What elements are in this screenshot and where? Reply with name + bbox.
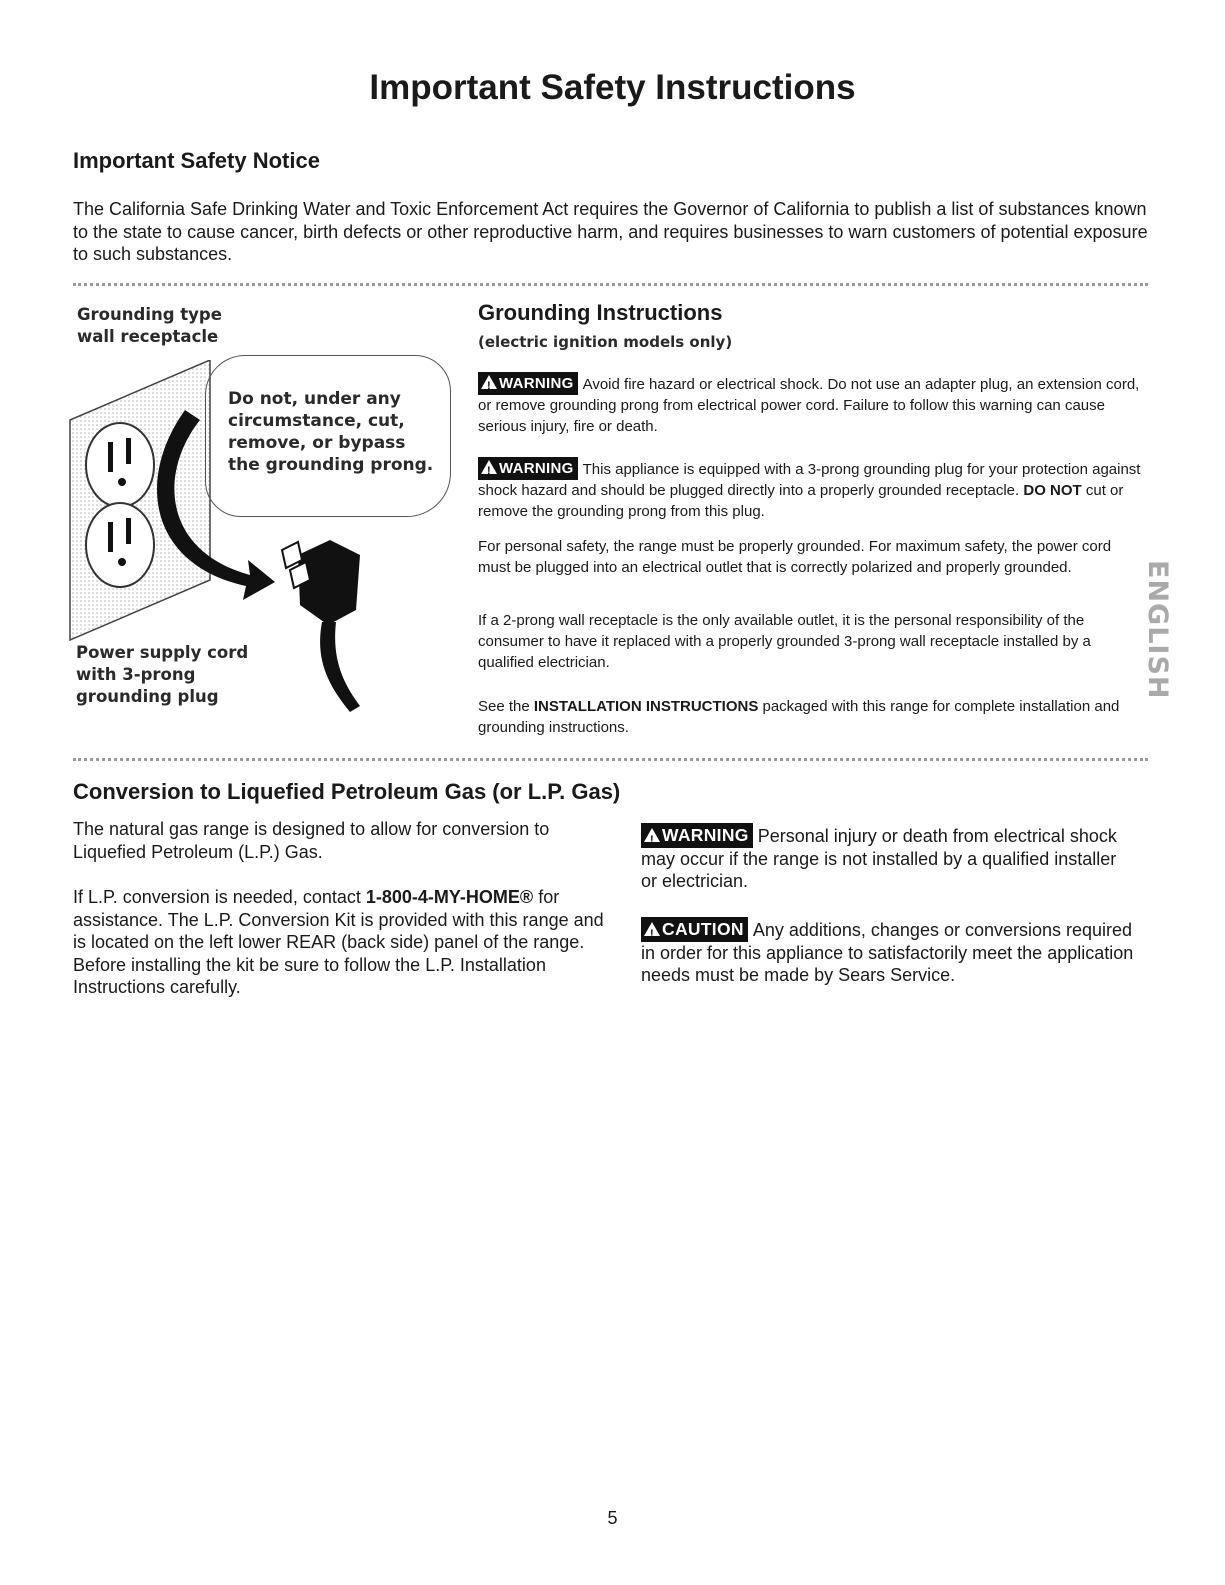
grounding-warning-1 [478,372,1143,437]
callout-line3: remove, or bypass [228,433,406,453]
warning-badge-label: WARNING [499,375,574,392]
conversion-caution [641,917,1136,987]
language-tab-label: ENGLISH [1142,560,1173,700]
conversion-para-1: The natural gas range is designed to allow for conversion to Liquefied Petroleum (L.P.) Gas. [73,819,550,862]
notice-heading: Important Safety Notice [73,148,320,173]
notice-body: The California Safe Drinking Water and Toxic Enforcement Act requires the Governor of California to publish a list of substances known to the state to cause cancer, birth defects or other reproductive harm, and requires businesses to warn customers of potential exposure to such substances. [73,199,1148,264]
warning-badge [478,457,578,480]
conversion-warning [641,823,1136,893]
language-tab [1142,560,1177,710]
figure-label-receptacle [77,304,222,348]
warning-badge [478,372,578,395]
grounding-para-3-lead: See the [478,698,530,715]
warning-triangle-icon [644,828,660,842]
grounding-warning-2-text: This appliance is equipped with a 3-prong grounding plug for your protection against shock hazard and should be plugged directly into a properly grounded receptacle. [478,461,1141,499]
callout-line1: Do not, under any [228,389,401,409]
figure-label-receptacle-line2: wall receptacle [77,327,219,346]
conversion-caution-text: Any additions, changes or conversions required in order for this appliance to satisfactorily meet the application needs must be made by Sears Service. [641,920,1134,985]
conversion-warning-text: Personal injury or death from electrical shock may occur if the range is not installed by a qualified installer or electrician. [641,826,1117,891]
divider-top [73,283,1148,286]
grounding-para-1: For personal safety, the range must be properly grounded. For maximum safety, the power cord must be plugged into an electrical outlet that is correctly polarized and properly grounded. [478,538,1112,576]
grounding-warning-2-tail: cut or remove the grounding prong from this plug. [478,482,1124,520]
warning-badge [641,823,753,848]
conversion-para-2 [73,886,618,999]
page-title: Important Safety Instructions [369,68,856,107]
conversion-para-2-lead: If L.P. conversion is needed, contact [73,887,361,907]
warning-triangle-icon [481,375,497,389]
grounding-warning-2 [478,457,1143,522]
installation-instructions-emphasis: INSTALLATION INSTRUCTIONS [533,698,759,715]
figure-label-receptacle-line1: Grounding type [77,305,222,324]
figure-label-cord-line2: with 3-prong [76,665,196,684]
caution-badge-label: CAUTION [662,919,744,939]
warning-badge-label: WARNING [499,460,574,477]
warning-badge-label: WARNING [662,825,749,845]
figure-label-cord-line1: Power supply cord [76,643,249,662]
grounding-para-3-tail: packaged with this range for complete installation and grounding instructions. [478,698,1120,736]
figure-label-cord [76,642,248,708]
callout-line4: the grounding prong. [228,455,434,475]
grounding-para-2: If a 2-prong wall receptacle is the only available outlet, it is the personal responsibility of the consumer to have it replaced with a properly grounded 3-prong wall receptacle installed by a qualified electrician. [478,612,1091,671]
callout-text [228,388,443,476]
page-number: 5 [607,1508,618,1528]
caution-triangle-icon [644,922,660,936]
callout-line2: circumstance, cut, [228,411,405,431]
warning-triangle-icon [481,460,497,474]
grounding-warning-1-text: Avoid fire hazard or electrical shock. Do not use an adapter plug, an extension cord, or remove grounding prong from electrical power cord. Failure to follow this warning can cause serious injury, fire or death. [478,376,1140,435]
conversion-heading: Conversion to Liquefied Petroleum Gas (or L.P. Gas) [73,779,621,804]
grounding-subheading: (electric ignition models only) [478,333,733,351]
phone-number: 1-800-4-MY-HOME® [365,887,534,907]
grounding-para-3 [478,696,1143,738]
grounding-heading: Grounding Instructions [478,300,723,325]
divider-middle [73,758,1148,761]
conversion-para-2-tail: for assistance. The L.P. Conversion Kit is provided with this range and is located on the left lower REAR (back side) panel of the range. Before installing the kit be sure to follow the L.P. Installation Instructions carefully. [73,887,604,997]
caution-badge [641,917,748,942]
do-not-emphasis: DO NOT [1023,482,1082,499]
figure-label-cord-line3: grounding plug [76,687,219,706]
